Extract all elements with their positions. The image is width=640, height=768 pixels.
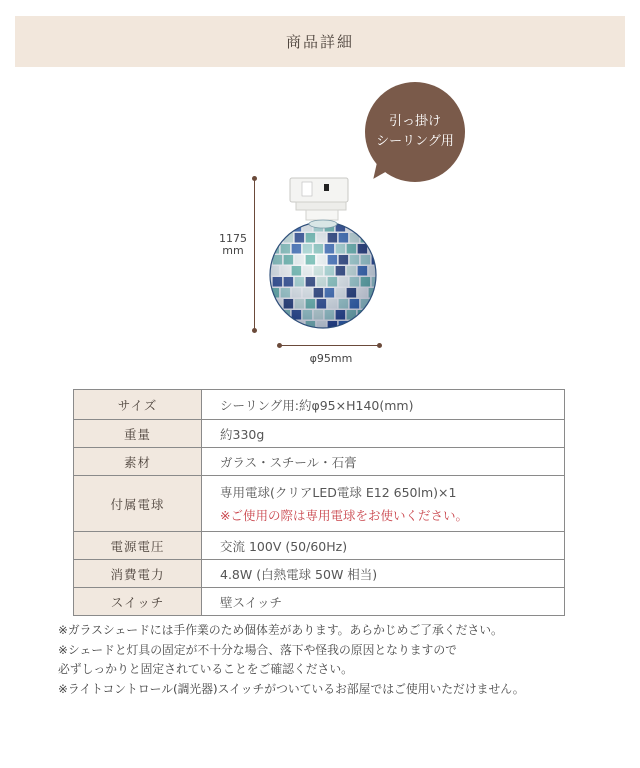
mosaic-tile (350, 321, 360, 331)
mosaic-tile (380, 266, 390, 276)
mosaic-tile (281, 222, 291, 232)
spec-row-size (74, 390, 565, 420)
spec-key: スイッチ (74, 588, 202, 616)
width-dimension-right-dot (377, 343, 382, 348)
spec-value: 4.8W (白熱電球 50W 相当) (202, 560, 565, 588)
spec-row-bulb (74, 476, 565, 532)
spec-row-switch (74, 588, 565, 616)
mosaic-tile (383, 233, 392, 243)
mosaic-tile (273, 233, 283, 243)
mosaic-tile (270, 310, 280, 320)
spec-value: 専用電球(クリアLED電球 E12 650lm)×1 (220, 485, 457, 500)
badge-line-2: シーリング用 (376, 134, 454, 149)
width-dimension-left-dot (277, 343, 282, 348)
spec-row-weight (74, 420, 565, 448)
width-dimension-line (279, 345, 379, 346)
height-dimension-bottom-dot (252, 328, 257, 333)
mosaic-tile (383, 255, 392, 265)
section-header (15, 16, 625, 67)
mosaic-tile (380, 288, 390, 298)
spec-value: ガラス・スチール・石膏 (202, 448, 565, 476)
height-dimension-top-dot (252, 176, 257, 181)
mosaic-tile (380, 244, 390, 254)
spec-value: 約330g (202, 420, 565, 448)
mosaic-tile (372, 299, 382, 309)
spec-key: 消費電力 (74, 560, 202, 588)
mosaic-tile (383, 299, 392, 309)
height-unit: mm (222, 244, 244, 257)
mosaic-tile (372, 321, 382, 331)
note-line: ※シェードと灯具の固定が不十分な場合、落下や怪我の原因となりますので (58, 642, 457, 657)
mosaic-tile (361, 321, 371, 331)
caution-notes (58, 621, 628, 699)
mosaic-tile (369, 310, 379, 320)
height-dimension-label (216, 233, 250, 257)
mosaic-tile (380, 222, 390, 232)
mosaic-tile (284, 321, 294, 331)
note-line: ※ガラスシェードには手作業のため個体差があります。あらかじめご了承ください。 (58, 623, 503, 637)
width-dimension-label: φ95mm (309, 352, 353, 365)
spec-table (73, 389, 565, 616)
section-title: 商品詳細 (285, 33, 354, 51)
spec-row-power (74, 560, 565, 588)
spec-key: 付属電球 (74, 476, 202, 532)
badge-line-1: 引っ掛け (388, 114, 441, 129)
mosaic-tile (369, 222, 379, 232)
bulb-warning-note: ※ご使用の際は専用電球をお使いください。 (220, 508, 468, 523)
spec-value: シーリング用:約φ95×H140(mm) (202, 390, 565, 420)
note-line: 必ずしっかりと固定されていることをご確認ください。 (58, 662, 353, 676)
mosaic-pendant-lamp-image (262, 172, 392, 342)
spec-key: サイズ (74, 390, 202, 420)
spec-key: 電源電圧 (74, 532, 202, 560)
spec-row-material (74, 448, 565, 476)
ceiling-type-badge (365, 82, 465, 182)
mosaic-tile (270, 222, 280, 232)
height-dimension-line (254, 178, 255, 330)
mosaic-tile (383, 277, 392, 287)
mosaic-tile (358, 222, 368, 232)
note-line: ※ライトコントロール(調光器)スイッチがついているお部屋ではご使用いただけません。 (58, 681, 525, 696)
spec-value: 壁スイッチ (202, 588, 565, 616)
mosaic-tile (383, 321, 392, 331)
mosaic-tile (273, 321, 283, 331)
spec-key: 素材 (74, 448, 202, 476)
spec-value-cell (202, 476, 565, 532)
spec-key: 重量 (74, 420, 202, 448)
mosaic-tile (380, 310, 390, 320)
spec-row-voltage (74, 532, 565, 560)
spec-value: 交流 100V (50/60Hz) (202, 532, 565, 560)
height-value: 1175 (219, 232, 247, 245)
mosaic-tile (372, 233, 382, 243)
